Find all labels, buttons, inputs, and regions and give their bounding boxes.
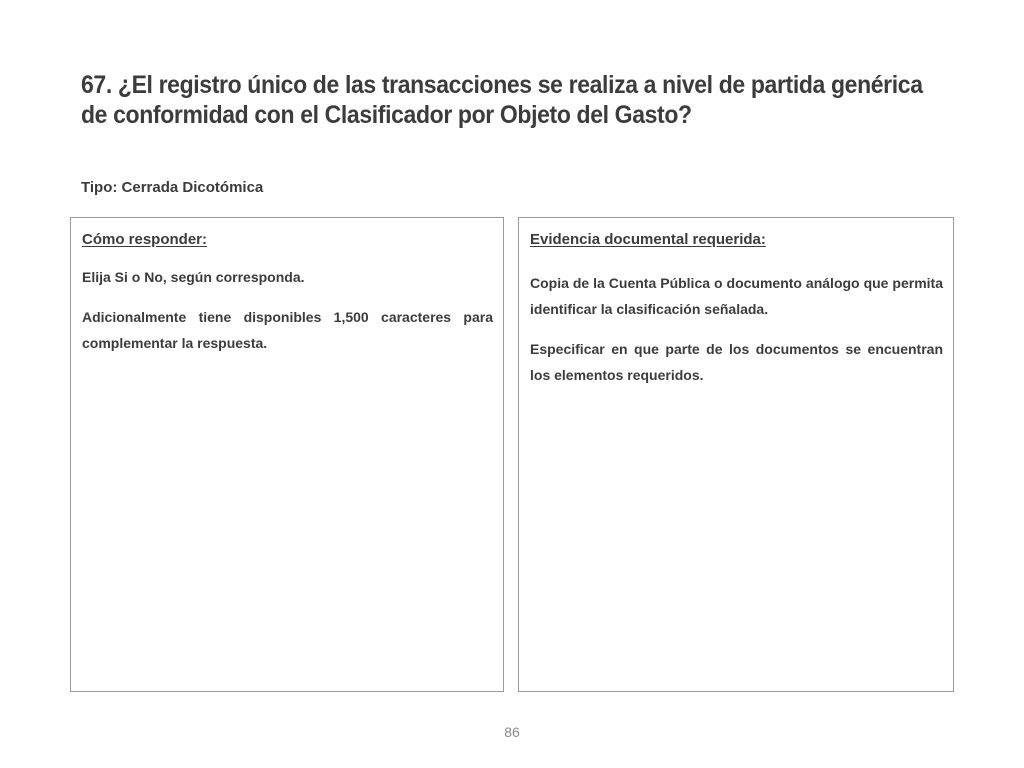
question-title: 67. ¿El registro único de las transacciones se realiza a nivel de partida genérica de conformidad con el Clasificador por Objeto del Gasto?: [81, 71, 923, 129]
how-to-answer-paragraph: Elija Si o No, según corresponda.: [82, 269, 305, 285]
how-to-answer-heading: Cómo responder:: [82, 231, 208, 248]
evidence-panel: [518, 217, 954, 692]
evidence-paragraph: Especificar en que parte de los documentos se encuentran los elementos requeridos.: [530, 341, 943, 383]
how-to-answer-paragraph: Adicionalmente tiene disponibles 1,500 caracteres para complementar la respuesta.: [82, 309, 493, 351]
page-number: 86: [504, 724, 520, 740]
evidence-paragraph: Copia de la Cuenta Pública o documento análogo que permita identificar la clasificación señalada.: [530, 275, 943, 317]
evidence-heading: Evidencia documental requerida:: [530, 231, 766, 248]
question-type: Tipo: Cerrada Dicotómica: [81, 179, 264, 196]
how-to-answer-panel: [70, 217, 504, 692]
